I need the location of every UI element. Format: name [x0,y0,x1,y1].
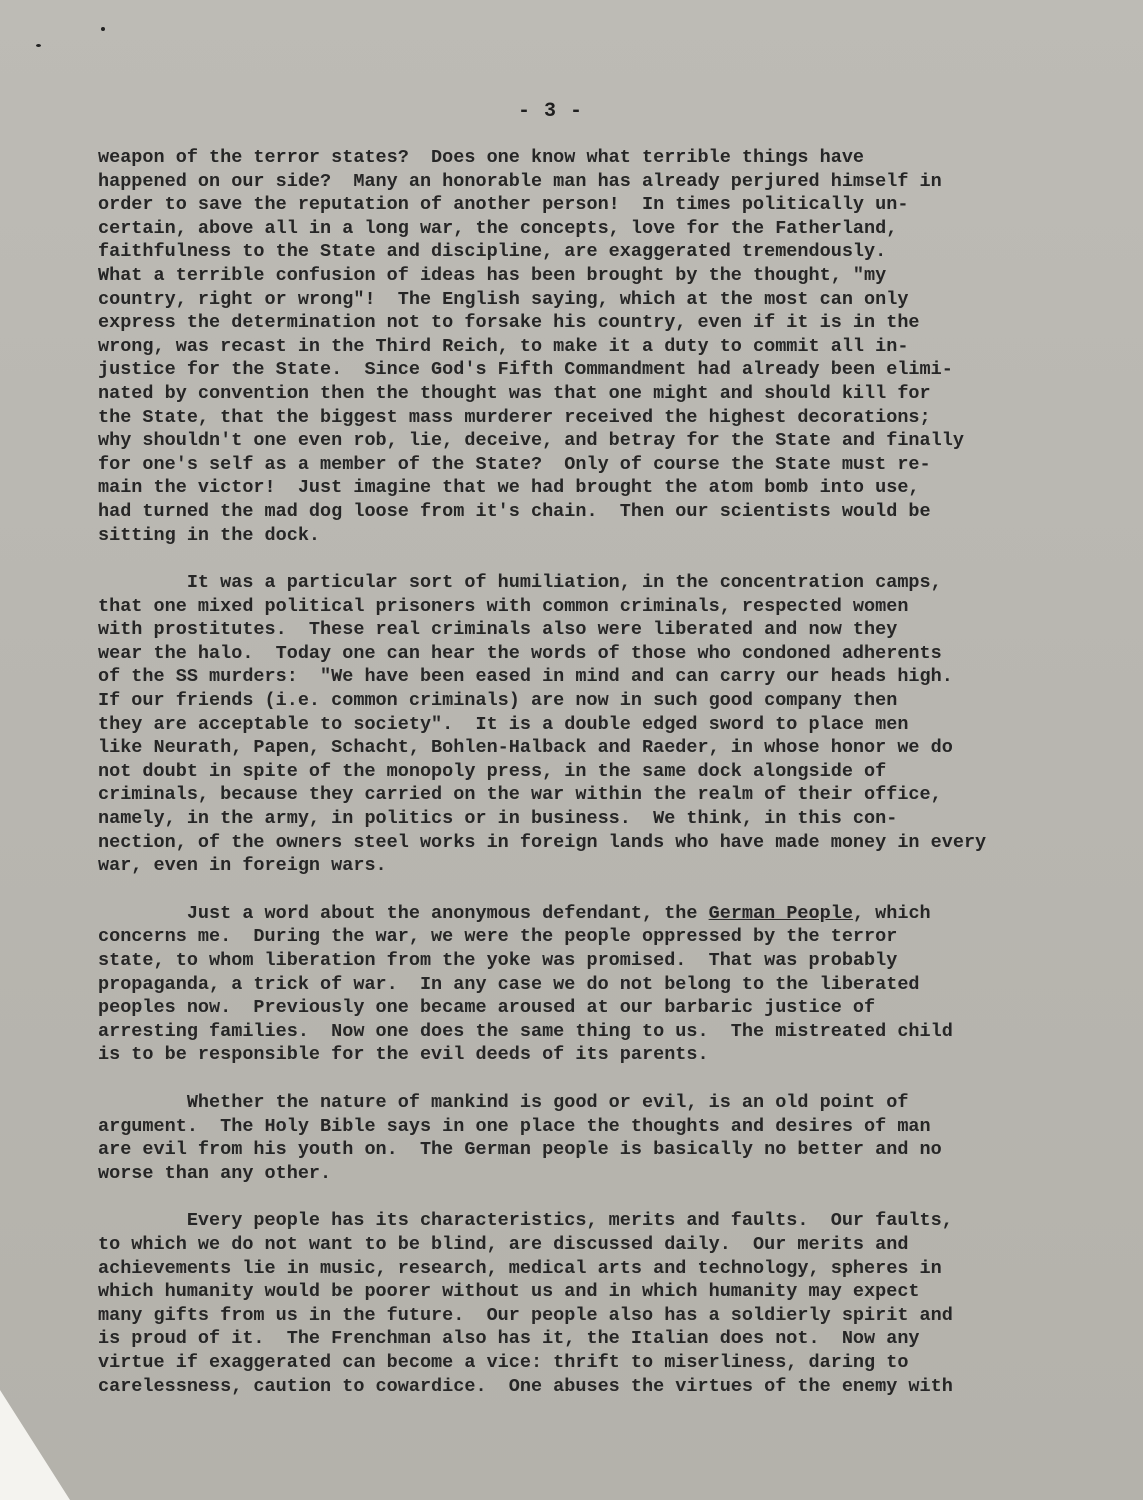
paragraph [98,146,1058,547]
text-line: not doubt in spite of the monopoly press, in the same dock alongside of [98,760,887,782]
paragraph [98,571,1058,878]
text-line: arresting families. Now one does the same thing to us. The mistreated child [98,1020,953,1042]
text-line: is to be responsible for the evil deeds of its parents. [98,1044,709,1066]
text-line: main the victor! Just imagine that we had brought the atom bomb into use, [98,477,920,499]
text-line: is proud of it. The Frenchman also has it, the Italian does not. Now any [98,1328,920,1350]
folded-corner [0,1390,70,1500]
text-line: had turned the mad dog loose from it's chain. Then our scientists would be [98,500,931,522]
text-line: many gifts from us in the future. Our people also has a soldierly spirit and [98,1304,953,1326]
page-number: - 3 - [518,100,584,123]
paper-speck [36,44,41,47]
text-line: nated by convention then the thought was that one might and should kill for [98,382,931,404]
text-line: namely, in the army, in politics or in business. We think, in this con- [98,808,898,830]
paragraph-gap [98,1185,1058,1209]
text-line: of the SS murders: "We have been eased in mind and can carry our heads high. [98,666,953,688]
paper-speck [101,27,105,31]
text-line: sitting in the dock. [98,524,321,546]
text-line: propaganda, a trick of war. In any case we do not belong to the liberated [98,973,920,995]
text-line: are evil from his youth on. The German people is basically no better and no [98,1139,942,1161]
text-line: express the determination not to forsake his country, even if it is in the [98,312,920,334]
text-line: that one mixed political prisoners with common criminals, respected women [98,595,909,617]
text-line: to which we do not want to be blind, are discussed daily. Our merits and [98,1233,909,1255]
text-line: war, even in foreign wars. [98,855,387,877]
typewritten-body [98,146,1058,1398]
text-line: happened on our side? Many an honorable man has already perjured himself in [98,170,942,192]
paragraph-gap [98,547,1058,571]
text-line: faithfulness to the State and discipline, are exaggerated tremendously. [98,241,887,263]
text-line: nection, of the owners steel works in foreign lands who have made money in every [98,831,987,853]
text-line: It was a particular sort of humiliation, in the concentration camps, [98,572,942,594]
text-line: concerns me. During the war, we were the people oppressed by the terror [98,926,898,948]
text-line: wear the halo. Today one can hear the words of those who condoned adherents [98,642,942,664]
text-line: state, to whom liberation from the yoke was promised. That was probably [98,950,898,971]
text-line: the State, that the biggest mass murderer received the highest decorations; [98,406,931,428]
paragraph [98,1209,1058,1398]
text-line: If our friends (i.e. common criminals) are now in such good company then [98,690,898,712]
text-line: justice for the State. Since God's Fifth Commandment had already been elimi- [98,359,953,381]
text-line: Whether the nature of mankind is good or evil, is an old point of [98,1091,909,1113]
paragraph-gap [98,1067,1058,1091]
text-line: order to save the reputation of another person! In times politically un- [98,194,909,216]
text-line: certain, above all in a long war, the concepts, love for the Fatherland, [98,217,898,239]
paragraph [98,1091,1058,1185]
paragraph [98,902,1058,1067]
text-line: they are acceptable to society". It is a double edged sword to place men [98,713,909,735]
text-line: What a terrible confusion of ideas has been brought by the thought, "my [98,264,887,286]
text-line: which humanity would be poorer without us and in which humanity may expect [98,1281,920,1303]
text-line: worse than any other. [98,1162,332,1184]
text-line: peoples now. Previously one became aroused at our barbaric justice of [98,997,876,1019]
text-line: criminals, because they carried on the war within the realm of their office, [98,784,942,806]
text-line: for one's self as a member of the State? Only of course the State must re- [98,453,931,475]
underlined-phrase: German People [708,902,853,924]
text-line: weapon of the terror states? Does one know what terrible things have [98,147,865,168]
paragraph-gap [98,878,1058,902]
text-line: Just a word about the anonymous defendant, the German People, which [98,902,931,924]
text-line: Every people has its characteristics, merits and faults. Our faults, [98,1210,953,1232]
text-line: with prostitutes. These real criminals also were liberated and now they [98,619,898,641]
text-line: wrong, was recast in the Third Reich, to make it a duty to commit all in- [98,335,909,357]
text-line: like Neurath, Papen, Schacht, Bohlen-Halback and Raeder, in whose honor we do [98,737,953,759]
text-line: argument. The Holy Bible says in one place the thoughts and desires of man [98,1115,931,1137]
text-line: country, right or wrong"! The English saying, which at the most can only [98,288,909,310]
text-line: carelessness, caution to cowardice. One abuses the virtues of the enemy with [98,1375,953,1397]
text-line: why shouldn't one even rob, lie, deceive, and betray for the State and finally [98,430,964,452]
text-line: achievements lie in music, research, medical arts and technology, spheres in [98,1257,942,1279]
text-line: virtue if exaggerated can become a vice: thrift to miserliness, daring to [98,1351,909,1373]
